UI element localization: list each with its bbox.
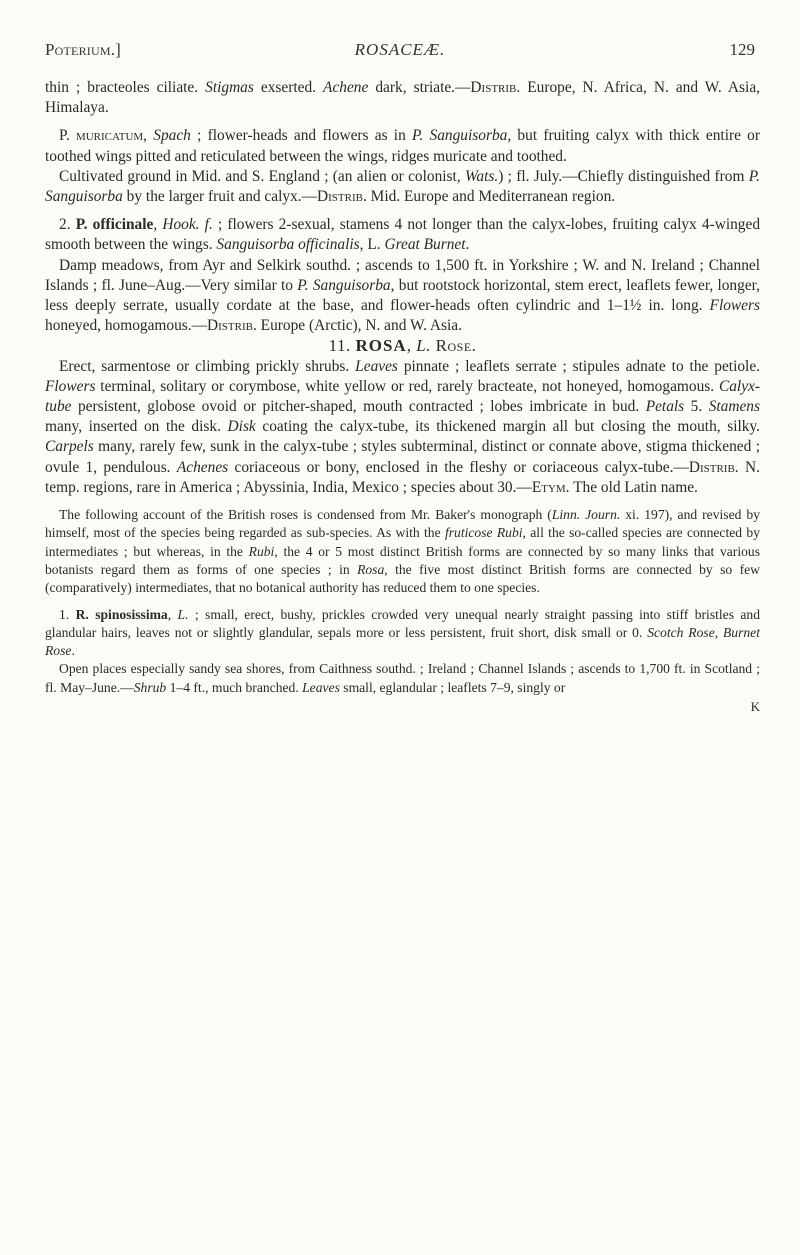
page-body [45, 78, 760, 717]
genus-description: Erect, sarmentose or climbing prickly shrubs. Leaves pinnate ; leaflets serrate ; stipules adnate to the petiole. Flowers terminal, solitary or corymbose, white yellow or red, rarely bracteate, not honeyed, homogamous. Calyx-tube persistent, globose ovoid or pitcher-shaped, mouth contracted ; lobes imbricate in bud. Petals 5. Stamens many, inserted on the disk. Disk coating the calyx-tube, its thickened margin all but closing the mouth, silky. Carpels many, rarely few, sunk in the calyx-tube ; styles subterminal, distinct or connate above, stigma thickened ; ovule 1, pendulous. Achenes coriaceous or bony, enclosed in the fleshy or coriaceous calyx-tube.—Distrib. N. temp. regions, rare in America ; Abyssinia, India, Mexico ; species about 30.—Etym. The old Latin name. [45, 357, 761, 496]
habitat-muricatum: Cultivated ground in Mid. and S. England ; (an alien or colonist, Wats.) ; fl. July.—Chiefly distinguished from P. Sanguisorba by the larger fruit and calyx.—Distrib. Mid. Europe and Mediterranean region. [45, 167, 760, 206]
header-title: ROSACEÆ. [354, 40, 446, 59]
page-number: 129 [729, 40, 755, 59]
genus-heading: 11. ROSA, L. Rose. [328, 336, 477, 356]
species-spinosissima: 1. R. spinosissima, L. ; small, erect, bushy, prickles crowded very unequal nearly straight passing into stiff bristles and glandular hairs, leaves not or slightly glandular, sepals more or less persistent, fruit short, disk small or 0. Scotch Rose, Burnet Rose. [45, 606, 761, 659]
species-officinale: 2. P. officinale, Hook. f. ; flowers 2-sexual, stamens 4 not longer than the calyx-lobes, fruiting calyx 4-winged smooth between the wings. Sanguisorba officinalis, L. Great Burnet. [45, 216, 761, 254]
running-header [45, 40, 755, 64]
rose-note: The following account of the British roses is condensed from Mr. Baker's monograph (Linn. Journ. xi. 197), and revised by himself, most of the species being regarded as sub-species. As with the fruticose Rubi, all the so-called species are connected by intermediates ; but whereas, in the Rubi, the 4 or 5 most distinct British forms are connected by so many links that various botanists regard them as forms of one species ; in Rosa, the five most distinct British forms are connected by so few (comparatively) intermediates, that no botanical authority has reduced them to one species. [45, 507, 760, 596]
header-left: Poterium.] [45, 40, 122, 59]
paragraph-continued: thin ; bracteoles ciliate. Stigmas exserted. Achene dark, striate.—Distrib. Europe, N. Africa, N. and W. Asia, Himalaya. [45, 79, 760, 117]
habitat-spinosissima: Open places especially sandy sea shores, from Caithness southd. ; Ireland ; Channel Islands ; ascends to 1,700 ft. in Scotland ; fl. May–June.—Shrub 1–4 ft., much branched. Leaves small, eglandular ; leaflets 7–9, singly or [45, 661, 760, 695]
habitat-officinale: Damp meadows, from Ayr and Selkirk southd. ; ascends to 1,500 ft. in Yorkshire ; W. and N. Ireland ; Channel Islands ; fl. June–Aug.—Very similar to P. Sanguisorba, but rootstock horizontal, stem erect, leaflets fewer, longer, less deeply serrate, usually cordate at the base, and flower-heads often cylindric and 1–1½ in. long. Flowers honeyed, homogamous.—Distrib. Europe (Arctic), N. and W. Asia. [45, 256, 761, 335]
species-muricatum: P. muricatum, Spach ; flower-heads and flowers as in P. Sanguisorba, but fruiting calyx with thick entire or toothed wings pitted and reticulated between the wings, ridges muricate and toothed. [45, 127, 760, 165]
signature-mark: K [750, 699, 760, 715]
